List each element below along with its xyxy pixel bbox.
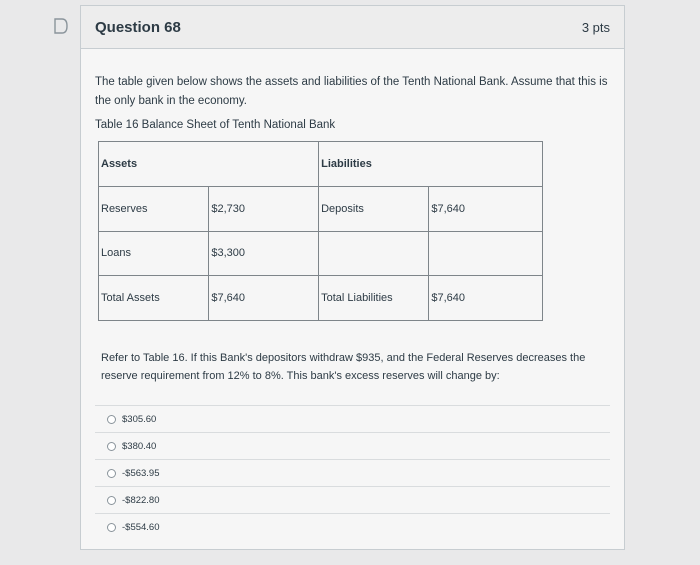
flag-question-icon[interactable] — [54, 18, 68, 34]
question-text: Refer to Table 16. If this Bank's depositors withdraw $935, and the Federal Reserves decreases the reserve requirement from 12% to 8%. This bank's excess reserves will change by: — [101, 352, 586, 382]
question-card — [80, 5, 625, 550]
table-row — [99, 231, 543, 276]
answer-label: $305.60 — [122, 413, 157, 425]
table-cell: Deposits — [319, 186, 429, 231]
radio-button[interactable] — [107, 496, 116, 505]
table-cell: $7,640 — [429, 276, 543, 321]
table-cell: Total Assets — [99, 276, 209, 321]
table-cell: $3,300 — [209, 231, 319, 276]
radio-button[interactable] — [107, 415, 116, 424]
question-title: Question 68 — [95, 18, 181, 36]
table-cell: Total Liabilities — [319, 276, 429, 321]
answer-option[interactable] — [95, 513, 610, 540]
balance-sheet-table — [98, 141, 543, 321]
header-liabilities: Liabilities — [319, 142, 543, 187]
radio-button[interactable] — [107, 523, 116, 532]
answer-label: -$554.60 — [122, 521, 160, 533]
question-header — [81, 6, 624, 49]
table-cell: Loans — [99, 231, 209, 276]
answer-option[interactable] — [95, 405, 610, 432]
question-points: 3 pts — [581, 19, 610, 35]
table-cell: $7,640 — [429, 186, 543, 231]
answer-label: $380.40 — [122, 440, 157, 452]
table-cell — [319, 231, 429, 276]
answer-label: -$563.95 — [122, 467, 160, 479]
radio-button[interactable] — [107, 469, 116, 478]
table-cell — [429, 231, 543, 276]
table-cell: $2,730 — [209, 186, 319, 231]
table-cell: $7,640 — [209, 276, 319, 321]
answer-option[interactable] — [95, 459, 610, 486]
question-intro: The table given below shows the assets and liabilities of the Tenth National Bank. Assume that this is the only bank in the economy. — [95, 76, 608, 107]
answer-option[interactable] — [95, 432, 610, 459]
table-cell: Reserves — [99, 186, 209, 231]
answer-list — [95, 405, 610, 540]
table-row — [99, 186, 543, 231]
header-assets: Assets — [99, 142, 319, 187]
answer-label: -$822.80 — [122, 494, 160, 506]
table-header-row — [99, 142, 543, 187]
table-row — [99, 276, 543, 321]
answer-option[interactable] — [95, 486, 610, 513]
radio-button[interactable] — [107, 442, 116, 451]
table-caption: Table 16 Balance Sheet of Tenth National Bank — [95, 119, 336, 131]
